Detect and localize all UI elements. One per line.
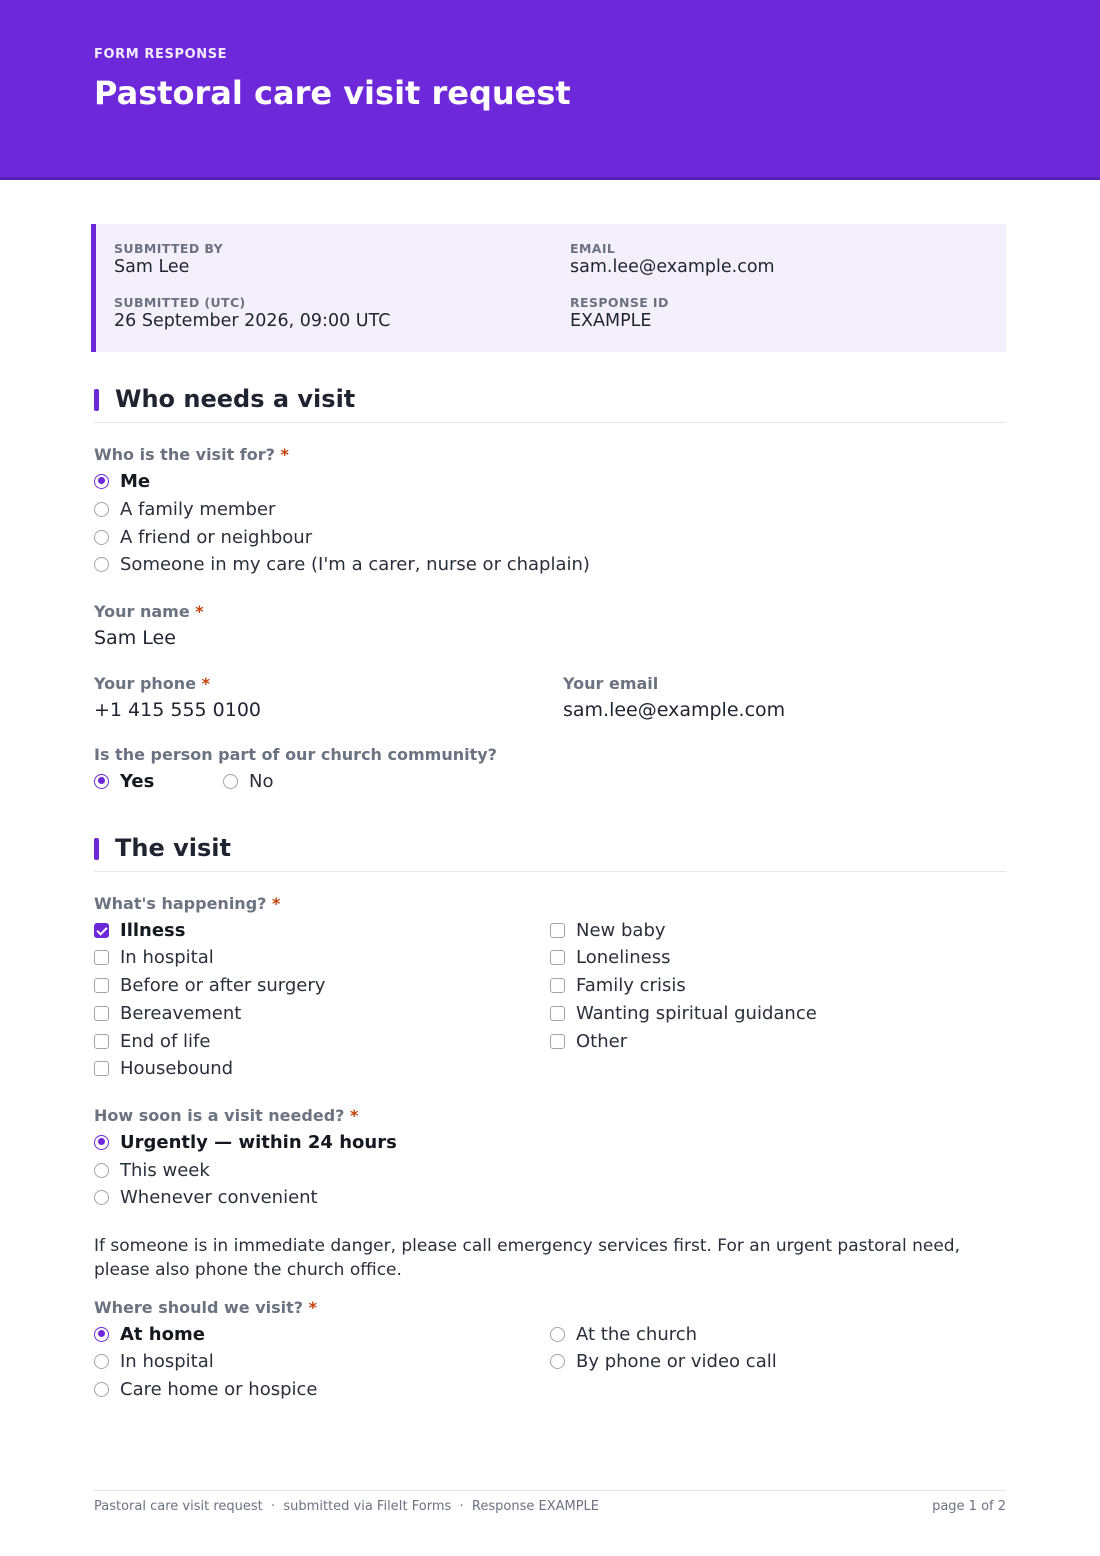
checkbox-icon xyxy=(94,1061,109,1076)
option-label: In hospital xyxy=(120,946,214,968)
checkbox-option-illness[interactable] xyxy=(94,919,186,941)
option-label: Whenever convenient xyxy=(120,1186,318,1208)
checkbox-option-housebound[interactable] xyxy=(94,1057,233,1079)
checkbox-option-family-crisis[interactable] xyxy=(550,974,686,996)
question-label: Is the person part of our church community? xyxy=(94,745,497,764)
answer-your-name: Sam Lee xyxy=(94,627,176,649)
radio-icon xyxy=(94,530,109,545)
radio-option-friend[interactable] xyxy=(94,526,312,548)
section-accent-bar xyxy=(94,838,99,860)
option-label: Care home or hospice xyxy=(120,1378,318,1400)
required-mark: * xyxy=(201,674,210,693)
question-where-visit xyxy=(94,1298,317,1317)
form-title: Pastoral care visit request xyxy=(94,74,571,112)
radio-selected-icon xyxy=(94,1327,109,1342)
radio-icon xyxy=(94,1354,109,1369)
checkbox-option-new-baby[interactable] xyxy=(550,919,666,941)
checkbox-option-bereavement[interactable] xyxy=(94,1002,241,1024)
radio-option-family-member[interactable] xyxy=(94,498,275,520)
option-label: Loneliness xyxy=(576,946,671,968)
radio-selected-icon xyxy=(94,1135,109,1150)
submitted-utc-value: 26 September 2026, 09:00 UTC xyxy=(114,311,391,331)
checkbox-icon xyxy=(550,923,565,938)
checkbox-icon xyxy=(550,1006,565,1021)
radio-option-at-home[interactable] xyxy=(94,1323,205,1345)
checkbox-option-loneliness[interactable] xyxy=(550,946,670,968)
checkbox-checked-icon xyxy=(94,923,109,938)
option-label: Someone in my care (I'm a carer, nurse or chaplain) xyxy=(120,553,590,575)
option-label: A family member xyxy=(120,498,276,520)
option-label: Illness xyxy=(120,919,186,941)
radio-icon xyxy=(94,557,109,572)
radio-option-someone-in-care[interactable] xyxy=(94,553,590,575)
question-label: Who is the visit for? xyxy=(94,445,275,464)
page-number: page 1 of 2 xyxy=(932,1499,1006,1514)
checkbox-icon xyxy=(550,978,565,993)
answer-your-phone: +1 415 555 0100 xyxy=(94,699,262,721)
section-the-visit xyxy=(94,834,1006,872)
emergency-note: If someone is in immediate danger, please call emergency services first. For an urgent pastoral need, please also phone the church office. xyxy=(94,1236,960,1280)
question-label: Where should we visit? xyxy=(94,1298,304,1317)
checkbox-icon xyxy=(94,950,109,965)
checkbox-option-end-of-life[interactable] xyxy=(94,1030,210,1052)
radio-option-phone-video[interactable] xyxy=(550,1350,777,1372)
email-label: EMAIL xyxy=(570,241,616,256)
section-accent-bar xyxy=(94,389,99,411)
option-label: A friend or neighbour xyxy=(120,526,313,548)
question-how-soon xyxy=(94,1106,358,1125)
question-your-name xyxy=(94,602,204,621)
option-label: Housebound xyxy=(120,1057,234,1079)
response-id xyxy=(570,295,669,331)
radio-icon xyxy=(550,1327,565,1342)
option-label: By phone or video call xyxy=(576,1350,777,1372)
required-mark: * xyxy=(272,894,281,913)
submission-meta xyxy=(91,224,1006,352)
required-mark: * xyxy=(280,445,289,464)
question-label: What's happening? xyxy=(94,894,267,913)
option-label: Before or after surgery xyxy=(120,974,326,996)
question-label: Your name xyxy=(94,602,190,621)
option-label: Urgently — within 24 hours xyxy=(120,1131,397,1153)
checkbox-option-in-hospital[interactable] xyxy=(94,946,214,968)
radio-option-yes[interactable] xyxy=(94,770,154,792)
question-label: Your email xyxy=(563,674,659,693)
checkbox-option-surgery[interactable] xyxy=(94,974,325,996)
option-label: In hospital xyxy=(120,1350,214,1372)
submitter-email xyxy=(570,241,775,277)
submitted-by-label: SUBMITTED BY xyxy=(114,241,224,256)
radio-icon xyxy=(550,1354,565,1369)
radio-option-this-week[interactable] xyxy=(94,1159,210,1181)
required-mark: * xyxy=(308,1298,318,1317)
section-title: Who needs a visit xyxy=(115,385,356,413)
radio-option-at-church[interactable] xyxy=(550,1323,697,1345)
question-church-community xyxy=(94,745,497,764)
radio-icon xyxy=(94,502,109,517)
required-mark: * xyxy=(195,602,204,621)
radio-icon xyxy=(94,1190,109,1205)
section-title: The visit xyxy=(115,834,231,862)
checkbox-icon xyxy=(94,1006,109,1021)
radio-icon xyxy=(223,774,238,789)
option-label: Bereavement xyxy=(120,1002,242,1024)
question-label: How soon is a visit needed? xyxy=(94,1106,345,1125)
radio-option-care-home[interactable] xyxy=(94,1378,317,1400)
option-label: Yes xyxy=(120,770,155,792)
radio-option-urgently[interactable] xyxy=(94,1131,397,1153)
option-label: Other xyxy=(576,1030,628,1052)
submitted-by xyxy=(114,241,223,277)
checkbox-option-spiritual-guidance[interactable] xyxy=(550,1002,817,1024)
radio-selected-icon xyxy=(94,774,109,789)
section-who-needs-visit xyxy=(94,385,1006,423)
checkbox-icon xyxy=(94,1034,109,1049)
radio-option-in-hospital[interactable] xyxy=(94,1350,214,1372)
radio-selected-icon xyxy=(94,474,109,489)
required-mark: * xyxy=(350,1106,359,1125)
question-your-phone xyxy=(94,674,210,693)
submitted-by-value: Sam Lee xyxy=(114,257,190,277)
radio-option-me[interactable] xyxy=(94,470,150,492)
checkbox-icon xyxy=(550,1034,565,1049)
radio-icon xyxy=(94,1382,109,1397)
option-label: End of life xyxy=(120,1030,211,1052)
checkbox-option-other[interactable] xyxy=(550,1030,627,1052)
checkbox-icon xyxy=(94,978,109,993)
question-label: Your phone xyxy=(94,674,197,693)
question-whats-happening xyxy=(94,894,280,913)
checkbox-icon xyxy=(550,950,565,965)
radio-option-whenever-convenient[interactable] xyxy=(94,1186,318,1208)
form-kicker: FORM RESPONSE xyxy=(94,47,228,62)
answer-your-email: sam.lee@example.com xyxy=(563,699,786,721)
radio-icon xyxy=(94,1163,109,1178)
option-label: At home xyxy=(120,1323,205,1345)
radio-option-no[interactable] xyxy=(223,770,273,792)
submitted-utc-label: SUBMITTED (UTC) xyxy=(114,295,246,310)
option-label: This week xyxy=(120,1159,210,1181)
option-label: Wanting spiritual guidance xyxy=(576,1002,817,1024)
response-id-label: RESPONSE ID xyxy=(570,295,669,310)
option-label: At the church xyxy=(576,1323,698,1345)
submitted-utc xyxy=(114,295,390,331)
form-header xyxy=(0,0,1100,180)
page-footer xyxy=(94,1490,1006,1530)
option-label: No xyxy=(249,770,274,792)
email-value: sam.lee@example.com xyxy=(570,257,775,277)
footer-text: Pastoral care visit request · submitted via FileIt Forms · Response EXAMPLE xyxy=(94,1499,600,1514)
option-label: Me xyxy=(120,470,151,492)
option-label: New baby xyxy=(576,919,666,941)
response-id-value: EXAMPLE xyxy=(570,311,652,331)
question-who-for xyxy=(94,445,289,464)
option-label: Family crisis xyxy=(576,974,686,996)
question-your-email xyxy=(563,674,658,693)
